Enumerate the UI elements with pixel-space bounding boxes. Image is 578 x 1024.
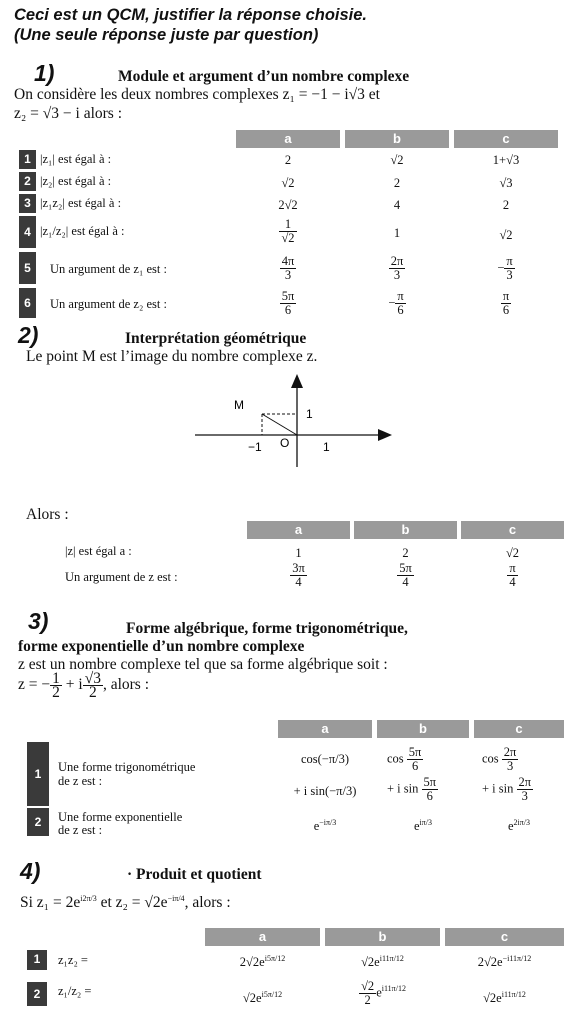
- question-text: |z₂| est égal à :: [40, 174, 112, 188]
- answer-b: $\frac{2\pi}{3}$: [390, 254, 404, 282]
- question-text: |z| est égal a :: [65, 544, 132, 558]
- answer-b: 2: [402, 546, 409, 560]
- y-axis-arrow: [291, 374, 303, 388]
- row-number: 6: [19, 288, 36, 318]
- answer-b: √2: [390, 153, 404, 167]
- row-number: 1: [19, 150, 36, 169]
- col-header-a: a: [247, 521, 350, 539]
- answer-b-2: + i sin $\frac{5\pi}{6}$: [387, 775, 437, 803]
- answer-c: $\frac{\pi}{6}$: [502, 289, 510, 317]
- section-4-title: · Produit et quotient: [127, 866, 262, 883]
- section-2-intro: Le point M est l’image du nombre complexe z.: [26, 348, 318, 365]
- answer-a: 1: [295, 546, 302, 560]
- answer-a: $√2e^{i5\pi/12}$: [242, 990, 283, 1006]
- answer-b: $\frac{5\pi}{4}$: [399, 561, 412, 589]
- answer-a: $\frac{5\pi}{6}$: [281, 289, 295, 317]
- complex-plane-figure: [190, 372, 400, 472]
- row-number: 1: [27, 742, 49, 806]
- row-number: 2: [27, 982, 47, 1006]
- row-number: 3: [19, 194, 36, 213]
- answer-b: 1: [393, 226, 401, 240]
- row-number: 1: [27, 950, 47, 970]
- col-header-b: b: [325, 928, 440, 946]
- section-2-title: Interprétation géométrique: [125, 330, 307, 347]
- answer-c: − $\frac{\pi}{3}$: [497, 254, 513, 282]
- section-4-number: 4): [20, 858, 41, 884]
- answer-a: $e^{-i\pi/3}$: [313, 818, 337, 834]
- row-number: 5: [19, 252, 36, 284]
- answer-c: √2: [499, 228, 513, 242]
- answer-a: $2√2e^{i5\pi/12}$: [239, 954, 286, 970]
- answer-c: $2√2e^{-i11\pi/12}$: [477, 954, 532, 970]
- section-3-intro: z est un nombre complexe tel que sa forme algébrique soit :: [18, 656, 388, 673]
- section-1-intro: On considère les deux nombres complexes z₁ = −1 − i√3 et: [14, 86, 380, 103]
- answer-c: $√2e^{i11\pi/12}$: [483, 990, 526, 1006]
- col-header-c: c: [445, 928, 564, 946]
- answer-c: $\frac{\pi}{4}$: [509, 561, 516, 589]
- row-number: 2: [27, 808, 49, 836]
- question-text-2: de z est :: [58, 774, 103, 788]
- qcm-instruction: Ceci est un QCM, justifier la réponse choisie.: [14, 6, 368, 24]
- col-header-a: a: [278, 720, 372, 738]
- answer-b: $√2e^{i11\pi/12}$: [361, 954, 404, 970]
- section-1-intro-2: z₂ = √3 − i alors :: [14, 105, 123, 122]
- question-text-2: de z est :: [58, 823, 103, 837]
- answer-c: 1+√3: [492, 153, 520, 167]
- answer-c: cos $\frac{2\pi}{3}$: [482, 745, 517, 773]
- question-text: |z₁| est égal à :: [40, 152, 112, 166]
- answer-a: $\frac{1}{√2}$: [281, 217, 295, 245]
- answer-b: − $\frac{\pi}{6}$: [388, 289, 404, 317]
- answer-c: √2: [505, 546, 520, 560]
- col-header-b: b: [377, 720, 469, 738]
- section-3-title-2: forme exponentielle d’un nombre complexe: [18, 638, 305, 655]
- answer-c: 2: [502, 198, 510, 212]
- answer-b: cos $\frac{5\pi}{6}$: [387, 745, 422, 773]
- origin-label: O: [280, 436, 290, 450]
- qcm-instruction-note: (Une seule réponse juste par question): [14, 26, 319, 44]
- row-number: 2: [19, 172, 36, 191]
- question-text: Une forme exponentielle: [58, 810, 183, 824]
- section-3-number: 3): [28, 608, 49, 634]
- col-header-a: a: [236, 130, 340, 148]
- answer-c: √3: [499, 176, 513, 190]
- point-m-label: M: [234, 398, 244, 412]
- question-text: z₁z₂ =: [58, 953, 88, 967]
- answer-c-2: + i sin $\frac{2\pi}{3}$: [482, 775, 532, 803]
- x-one-label: 1: [323, 440, 330, 454]
- answer-a-2: + i sin(−π/3): [293, 784, 357, 798]
- answer-b: 4: [393, 198, 401, 212]
- segment-om: [262, 414, 297, 435]
- col-header-b: b: [345, 130, 449, 148]
- answer-b: 2: [393, 176, 401, 190]
- y-one-label: 1: [306, 407, 313, 421]
- section-3-equation: z = − $\frac{1}{2}$ + i $\frac{√3}{2}$ , alors :: [18, 670, 150, 701]
- section-3-title: Forme algébrique, forme trigonométrique,: [126, 620, 408, 637]
- answer-b: $e^{i\pi/3}$: [413, 818, 433, 834]
- answer-a: cos(−π/3): [300, 752, 350, 766]
- x-axis-arrow: [378, 429, 392, 441]
- section-2-number: 2): [18, 322, 39, 348]
- col-header-a: a: [205, 928, 320, 946]
- col-header-c: c: [454, 130, 558, 148]
- section-4-intro: Si $z_1 = 2e^{i2\pi/3}$ et $z_2 = √2e^{-i\pi/4}$, alors :: [20, 894, 231, 912]
- question-text: Un argument de z₁ est :: [50, 262, 167, 276]
- answer-b: $\frac{√2}{2}$ $e^{i11\pi/12}$: [361, 979, 406, 1007]
- question-text: Une forme trigonométrique: [58, 760, 196, 774]
- answer-a: 2: [284, 153, 292, 167]
- question-text: |z₁z₂| est égal à :: [40, 196, 122, 210]
- col-header-c: c: [461, 521, 564, 539]
- col-header-c: c: [474, 720, 564, 738]
- alors-label: Alors :: [26, 506, 69, 523]
- question-text: Un argument de z₂ est :: [50, 297, 167, 311]
- x-minus-one-label: −1: [248, 440, 262, 454]
- answer-a: $\frac{4\pi}{3}$: [281, 254, 295, 282]
- question-text: Un argument de z est :: [65, 570, 178, 584]
- answer-a: $\frac{3\pi}{4}$: [292, 561, 305, 589]
- question-text: |z₁/z₂| est égal à :: [40, 224, 125, 238]
- row-number: 4: [19, 216, 36, 248]
- section-1-title: Module et argument d’un nombre complexe: [118, 68, 410, 85]
- answer-c: $e^{2i\pi/3}$: [507, 818, 531, 834]
- answer-a: 2√2: [278, 198, 298, 212]
- section-1-number: 1): [34, 60, 55, 86]
- col-header-b: b: [354, 521, 457, 539]
- answer-a: √2: [281, 176, 295, 190]
- question-text: z₁/z₂ =: [58, 984, 92, 998]
